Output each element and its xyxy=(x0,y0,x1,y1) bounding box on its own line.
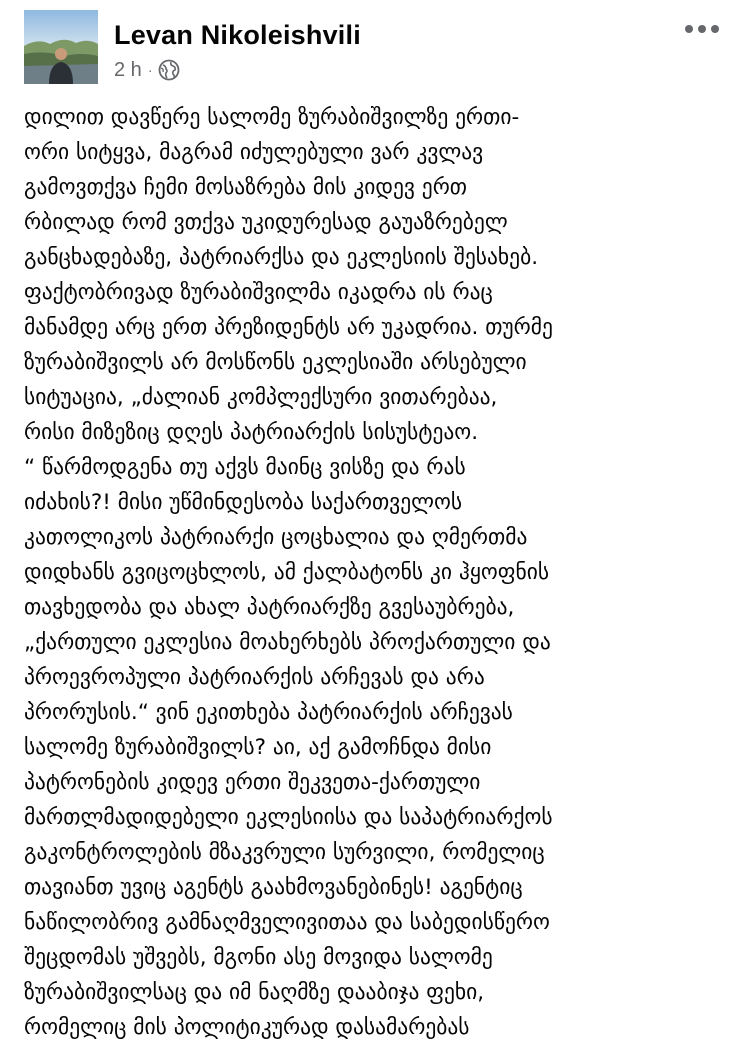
post-body-text xyxy=(24,100,724,1045)
more-options-button[interactable] xyxy=(680,14,724,44)
post-text-line: კათოლიკოს პატრიარქი ცოცხალია და ღმერთმა xyxy=(24,525,528,550)
post-text-line: თავიანთ უვიც აგენტს გაახმოვანებინეს! აგენტიც xyxy=(24,875,523,900)
post-text-line: დიდხანს გვიცოცხლოს, ამ ქალბატონს კი ჰყოფნის xyxy=(24,560,550,585)
post-text-line: ზურაბიშვილსაც და იმ ნაღმზე დააბიჯა ფეხი, xyxy=(24,980,485,1005)
post-text-line: ფაქტობრივად ზურაბიშვილმა იკადრა ის რაც xyxy=(24,280,493,305)
post-text-line: „ქართული ეკლესია მოახერხებს პროქართული და xyxy=(24,630,551,655)
globe-icon[interactable] xyxy=(158,59,180,81)
post-text-line: თავხედობა და ახალ პატრიარქზე გვესაუბრება, xyxy=(24,595,515,620)
post-text-line: პრორუსის.“ ვინ ეკითხება პატრიარქის არჩევას xyxy=(24,700,513,725)
post-text-line: ორი სიტყვა, მაგრამ იძულებული ვარ კვლავ xyxy=(24,140,484,165)
post-text-line: რბილად რომ ვთქვა უკიდურესად გაუაზრებელ xyxy=(24,210,508,235)
post-text-line: მართლმადიდებელი ეკლესიისა და საპატრიარქოს xyxy=(24,805,553,830)
post-text-line: “ წარმოდგენა თუ აქვს მაინც ვისზე და რას xyxy=(24,455,466,480)
post-text-line: პროევროპული პატრიარქის არჩევას და არა xyxy=(24,665,485,690)
post-text-line: დილით დავწერე სალომე ზურაბიშვილზე ერთი- xyxy=(24,105,520,130)
post-text-line: პატრონების კიდევ ერთი შეკვეთა-ქართული xyxy=(24,770,481,795)
more-horizontal-icon xyxy=(684,24,720,34)
post-text-line: გაკონტროლების მზაკვრული სურვილი, რომელიც xyxy=(24,840,545,865)
post-text-line: მანამდე არც ერთ პრეზიდენტს არ უკადრია. თურმე xyxy=(24,315,553,340)
post-text-line: განცხადებაზე, პატრიარქსა და ეკლესიის შესახებ. xyxy=(24,245,539,270)
meta-separator: · xyxy=(147,62,153,78)
author-avatar[interactable] xyxy=(24,10,98,84)
author-name[interactable]: Levan Nikoleishvili xyxy=(114,20,361,50)
post-text-line: სალომე ზურაბიშვილს? აი, აქ გამოჩნდა მისი xyxy=(24,735,492,760)
avatar-photo xyxy=(24,10,98,84)
post-meta xyxy=(114,58,180,82)
post-text-line: რისი მიზეზიც დღეს პატრიარქის სისუსტეაო. xyxy=(24,420,479,445)
post-text-line: შეცდომას უშვებს, მგონი ასე მოვიდა სალომე xyxy=(24,945,493,970)
post-timestamp[interactable]: 2 h xyxy=(114,58,142,81)
post-text-line: რომელიც მის პოლიტიკურად დასამარებას xyxy=(24,1015,470,1040)
post-text-line: იძახის?! მისი უწმინდესობა საქართველოს xyxy=(24,490,463,515)
post-text-line: სიტუაცია, „ძალიან კომპლექსური ვითარებაა, xyxy=(24,385,498,410)
post-text-line: გამოვთქვა ჩემი მოსაზრება მის კიდევ ერთ xyxy=(24,175,468,200)
post-header xyxy=(24,10,724,88)
post-text-line: ნაწილობრივ გამნაღმველივითაა და საბედისწერო xyxy=(24,910,550,935)
post-text-line: ზურაბიშვილს არ მოსწონს ეკლესიაში არსებული xyxy=(24,350,527,375)
